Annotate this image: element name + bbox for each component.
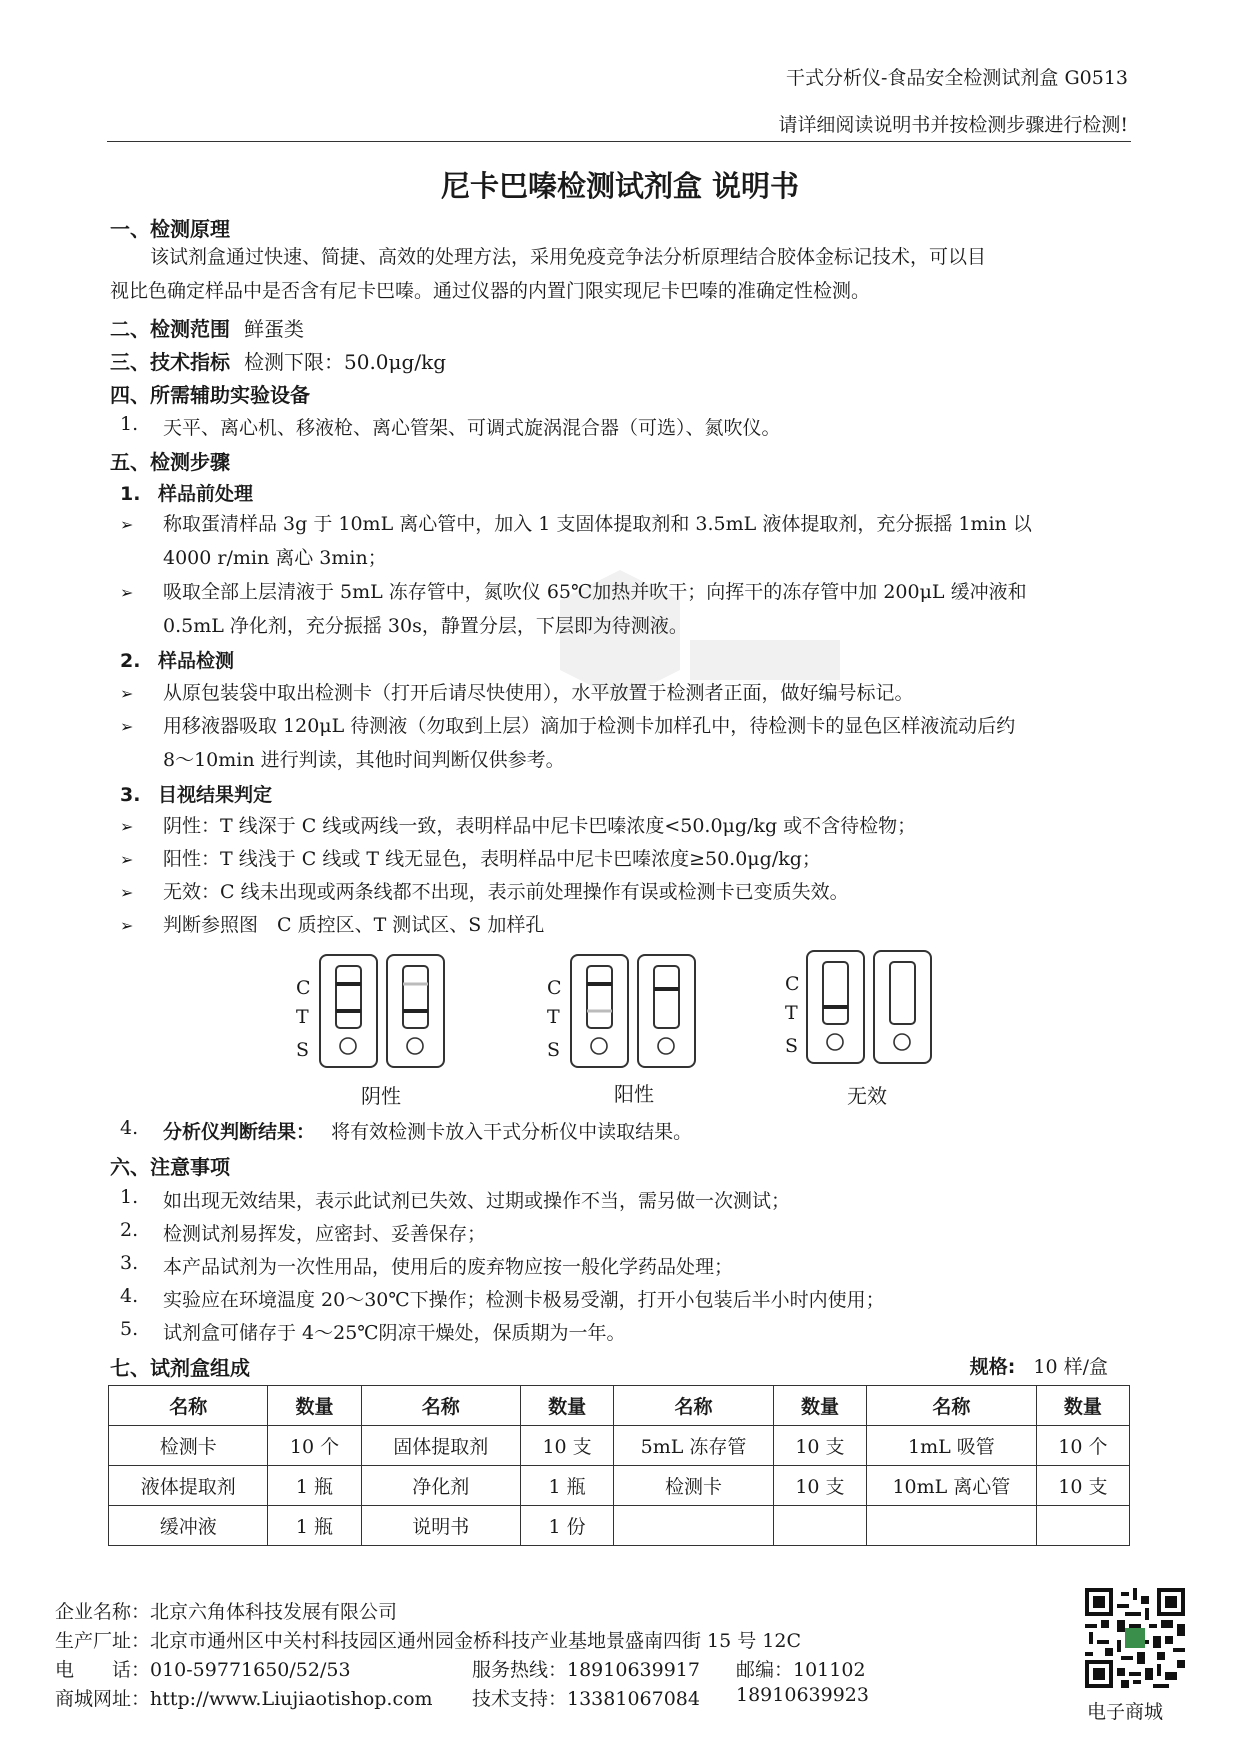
sub-visual-num: 3. (120, 784, 141, 806)
table-header-row (109, 1386, 1130, 1426)
diagram-t-label: T (547, 1006, 560, 1028)
diagram-c-label: C (785, 973, 800, 995)
diagram-positive-caption: 阳性 (614, 1082, 654, 1106)
table-cell: 1 瓶 (268, 1506, 361, 1546)
section-equipment-heading: 四、所需辅助实验设备 (110, 383, 310, 407)
diagram-invalid-caption: 无效 (847, 1084, 887, 1108)
step-bullet-2-line-1: 吸取全部上层清液于 5mL 冻存管中，氮吹仪 65℃加热并吹干；向挥干的冻存管中加 200μL 缓冲液和 (163, 581, 1027, 603)
step-bullet-2-line-2: 0.5mL 净化剂，充分振摇 30s，静置分层，下层即为待测液。 (163, 615, 688, 637)
table-cell: 10 支 (1036, 1466, 1129, 1506)
note-num: 5. (120, 1318, 139, 1340)
kit-spec-value: 10 样/盒 (1033, 1356, 1108, 1378)
analyzer-num: 4. (120, 1117, 139, 1139)
qr-caption: 电子商城 (1087, 1701, 1164, 1723)
note-num: 3. (120, 1252, 139, 1274)
table-header-cell: 名称 (614, 1386, 774, 1426)
arrow-bullet-icon: ➢ (120, 850, 134, 869)
section-notes-heading: 六、注意事项 (110, 1155, 230, 1179)
page-title: 尼卡巴嗪检测试剂盒 说明书 (440, 169, 800, 203)
note-text: 试剂盒可储存于 4～25℃阴凉干燥处，保质期为一年。 (163, 1322, 626, 1344)
note-num: 4. (120, 1285, 139, 1307)
analyzer-title: 分析仪判断结果： (163, 1121, 316, 1143)
step-bullet-4-line-2: 8～10min 进行判读，其他时间判断仅供参考。 (163, 749, 565, 771)
diagram-c-label: C (547, 977, 562, 999)
kit-spec (970, 1352, 1108, 1379)
diagram-negative-caption: 阴性 (361, 1084, 401, 1108)
header-product-code: 干式分析仪-食品安全检测试剂盒 G0513 (786, 67, 1128, 89)
sub-detection-title: 样品检测 (158, 650, 235, 672)
table-header-cell: 名称 (109, 1386, 268, 1426)
invalid-card-2 (874, 951, 931, 1063)
table-header-cell: 数量 (268, 1386, 361, 1426)
invalid-card-1 (807, 951, 864, 1063)
table-cell: 检测卡 (614, 1466, 774, 1506)
sub-pretreatment-num: 1. (120, 483, 141, 505)
kit-components-table (108, 1385, 1130, 1546)
step-bullet-3: 从原包装袋中取出检测卡（打开后请尽快使用），水平放置于检测者正面，做好编号标记。 (163, 682, 914, 704)
principle-line-2: 视比色确定样品中是否含有尼卡巴嗪。通过仪器的内置门限实现尼卡巴嗪的准确定性检测。 (110, 280, 871, 302)
negative-card-1 (320, 955, 377, 1067)
note-text: 本产品试剂为一次性用品，使用后的废弃物应按一般化学药品处理； (163, 1256, 734, 1278)
table-cell (614, 1506, 774, 1546)
footer-support: 技术支持：13381067084 (472, 1688, 700, 1710)
step-bullet-1-line-2: 4000 r/min 离心 3min； (163, 547, 387, 569)
positive-card-2 (638, 955, 695, 1067)
reference-diagram-caption: 判断参照图 C 质控区、T 测试区、S 加样孔 (163, 914, 545, 936)
result-negative: 阴性：T 线深于 C 线或两线一致，表明样品中尼卡巴嗪浓度<50.0μg/kg 或不含待检物； (163, 815, 917, 837)
footer-support-2: 18910639923 (736, 1684, 869, 1706)
arrow-bullet-icon: ➢ (120, 916, 134, 935)
table-cell: 检测卡 (109, 1426, 268, 1466)
diagram-c-label: C (296, 977, 311, 999)
table-row (109, 1466, 1130, 1506)
table-cell: 10 支 (773, 1466, 866, 1506)
footer-website[interactable]: 商城网址：http://www.Liujiaotishop.com (55, 1688, 433, 1710)
table-header-cell: 数量 (520, 1386, 613, 1426)
arrow-bullet-icon: ➢ (120, 515, 134, 534)
table-cell: 1 瓶 (268, 1466, 361, 1506)
arrow-bullet-icon: ➢ (120, 883, 134, 902)
section-principle-heading: 一、检测原理 (110, 217, 230, 241)
diagram-t-label: T (785, 1002, 798, 1024)
table-cell: 10 支 (520, 1426, 613, 1466)
note-text: 检测试剂易挥发，应密封、妥善保存； (163, 1223, 487, 1245)
table-cell: 说明书 (361, 1506, 520, 1546)
result-positive: 阳性：T 线浅于 C 线或 T 线无显色，表明样品中尼卡巴嗪浓度≥50.0μg/kg； (163, 848, 821, 870)
header-notice: 请详细阅读说明书并按检测步骤进行检测! (778, 114, 1128, 136)
table-cell (867, 1506, 1037, 1546)
note-text: 如出现无效结果，表示此试剂已失效、过期或操作不当，需另做一次测试； (163, 1190, 791, 1212)
note-num: 1. (120, 1186, 139, 1208)
table-cell (1036, 1506, 1129, 1546)
note-text: 实验应在环境温度 20～30℃下操作；检测卡极易受潮，打开小包装后半小时内使用； (163, 1289, 885, 1311)
arrow-bullet-icon: ➢ (120, 684, 134, 703)
table-cell: 10 个 (1036, 1426, 1129, 1466)
note-num: 2. (120, 1219, 139, 1241)
section-scope-heading: 二、检测范围 (110, 317, 230, 341)
table-cell: 10mL 离心管 (867, 1466, 1037, 1506)
diagram-s-label: S (785, 1035, 799, 1057)
arrow-bullet-icon: ➢ (120, 717, 134, 736)
table-header-cell: 数量 (1036, 1386, 1129, 1426)
table-cell: 10 个 (268, 1426, 361, 1466)
table-header-cell: 名称 (867, 1386, 1037, 1426)
table-cell: 固体提取剂 (361, 1426, 520, 1466)
analyzer-text: 将有效检测卡放入干式分析仪中读取结果。 (331, 1121, 693, 1143)
table-cell: 1 份 (520, 1506, 613, 1546)
step-bullet-1-line-1: 称取蛋清样品 3g 于 10mL 离心管中，加入 1 支固体提取剂和 3.5mL 液体提取剂，充分振摇 1min 以 (163, 513, 1032, 535)
positive-card-1 (571, 955, 628, 1067)
table-cell: 缓冲液 (109, 1506, 268, 1546)
table-cell: 5mL 冻存管 (614, 1426, 774, 1466)
diagram-s-label: S (547, 1039, 561, 1061)
table-cell: 1 瓶 (520, 1466, 613, 1506)
footer-company: 企业名称：北京六角体科技发展有限公司 (55, 1601, 398, 1623)
sub-visual-title: 目视结果判定 (158, 784, 273, 806)
footer-address: 生产厂址：北京市通州区中关村科技园区通州园金桥科技产业基地景盛南四街 15 号 12C (55, 1630, 802, 1652)
arrow-bullet-icon: ➢ (120, 583, 134, 602)
table-row (109, 1506, 1130, 1546)
table-cell: 净化剂 (361, 1466, 520, 1506)
step-bullet-4-line-1: 用移液器吸取 120μL 待测液（勿取到上层）滴加于检测卡加样孔中，待检测卡的显色区样液流动后约 (163, 715, 1016, 737)
table-header-cell: 数量 (773, 1386, 866, 1426)
spec-value: 检测下限：50.0μg/kg (244, 350, 446, 374)
arrow-bullet-icon: ➢ (120, 817, 134, 836)
section-spec-heading: 三、技术指标 (110, 350, 230, 374)
scope-value: 鲜蛋类 (244, 317, 304, 341)
table-cell: 液体提取剂 (109, 1466, 268, 1506)
footer-phone: 电 话：010-59771650/52/53 (55, 1659, 351, 1681)
analyzer-step (163, 1117, 692, 1144)
table-cell: 1mL 吸管 (867, 1426, 1037, 1466)
kit-spec-label: 规格: (969, 1356, 1016, 1378)
table-row (109, 1426, 1130, 1466)
footer-postcode: 邮编：101102 (736, 1659, 866, 1681)
qr-code-icon[interactable] (1085, 1588, 1185, 1688)
footer-hotline: 服务热线：18910639917 (472, 1659, 700, 1681)
section-kit-heading: 七、试剂盒组成 (110, 1356, 250, 1380)
principle-line-1: 该试剂盒通过快速、简捷、高效的处理方法，采用免疫竞争法分析原理结合胶体金标记技术，可以目 (150, 246, 987, 268)
table-cell: 10 支 (773, 1426, 866, 1466)
equipment-num: 1. (120, 413, 139, 435)
sub-pretreatment-title: 样品前处理 (158, 483, 254, 505)
equipment-text: 天平、离心机、移液枪、离心管架、可调式旋涡混合器（可选）、氮吹仪。 (163, 417, 781, 439)
sub-detection-num: 2. (120, 650, 141, 672)
diagram-t-label: T (296, 1006, 309, 1028)
table-header-cell: 名称 (361, 1386, 520, 1426)
result-invalid: 无效：C 线未出现或两条线都不出现，表示前处理操作有误或检测卡已变质失效。 (163, 881, 849, 903)
diagram-s-label: S (296, 1039, 310, 1061)
negative-card-2 (387, 955, 444, 1067)
table-cell (773, 1506, 866, 1546)
section-steps-heading: 五、检测步骤 (110, 450, 230, 474)
